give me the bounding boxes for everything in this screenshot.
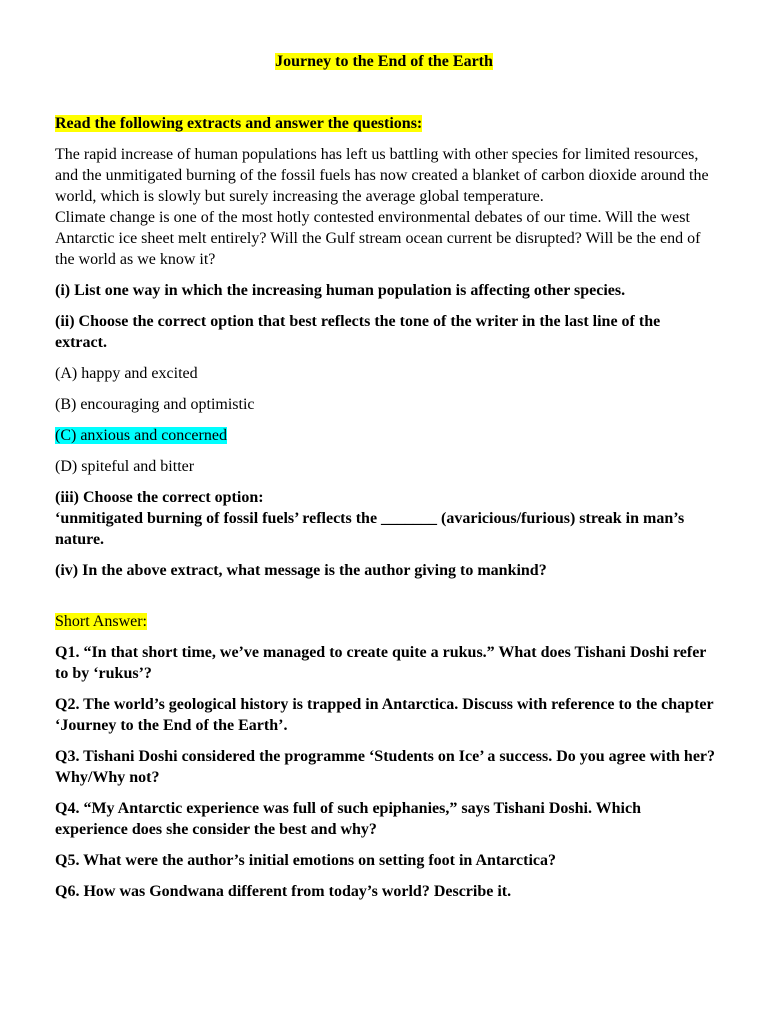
short-answer-heading <box>55 611 715 632</box>
extract-passage <box>55 144 715 270</box>
question-iii-line-1: (iii) Choose the correct option: <box>55 489 264 506</box>
short-question-2: Q2. The world’s geological history is trapped in Antarctica. Discuss with reference to the chapter ‘Journey to the End of the Earth’. <box>55 696 714 734</box>
question-iii-line-2: ‘unmitigated burning of fossil fuels’ reflects the _______ (avaricious/furious) streak in man’s nature. <box>55 510 685 548</box>
question-ii: (ii) Choose the correct option that best reflects the tone of the writer in the last line of the extract. <box>55 313 661 351</box>
document-content <box>55 114 715 902</box>
short-question-3: Q3. Tishani Doshi considered the programme ‘Students on Ice’ a success. Do you agree with her? Why/Why not? <box>55 748 716 786</box>
instruction-line <box>55 114 715 134</box>
option-b: (B) encouraging and optimistic <box>55 396 255 413</box>
option-c-highlight: (C) anxious and concerned <box>55 427 227 444</box>
passage-paragraph-2: Climate change is one of the most hotly contested environmental debates of our time. Will the west Antarctic ice sheet melt entirely? Will the Gulf stream ocean current be disrupted? Will be the end of the world as we know it? <box>55 209 701 268</box>
short-question-1: Q1. “In that short time, we’ve managed to create quite a rukus.” What does Tishani Doshi refer to by ‘rukus’? <box>55 644 707 682</box>
question-i: (i) List one way in which the increasing human population is affecting other species. <box>55 282 626 299</box>
short-question-4: Q4. “My Antarctic experience was full of such epiphanies,” says Tishani Doshi. Which experience does she consider the best and why? <box>55 800 641 838</box>
passage-paragraph-1: The rapid increase of human populations has left us battling with other species for limited resources, and the unmitigated burning of the fossil fuels has now created a blanket of carbon dioxide around the world, which is slowly but surely increasing the average global temperature. <box>55 146 709 205</box>
option-c <box>55 425 715 446</box>
short-question-6: Q6. How was Gondwana different from today’s world? Describe it. <box>55 883 512 900</box>
option-a: (A) happy and excited <box>55 365 198 382</box>
instruction-text: Read the following extracts and answer the questions: <box>55 115 423 132</box>
question-iv: (iv) In the above extract, what message is the author giving to mankind? <box>55 562 547 579</box>
question-iii <box>55 487 715 550</box>
title-container <box>0 52 768 71</box>
document-title: Journey to the End of the Earth <box>275 53 493 70</box>
short-answer-heading-text: Short Answer: <box>55 613 147 630</box>
option-d: (D) spiteful and bitter <box>55 458 195 475</box>
short-question-5: Q5. What were the author’s initial emotions on setting foot in Antarctica? <box>55 852 557 869</box>
